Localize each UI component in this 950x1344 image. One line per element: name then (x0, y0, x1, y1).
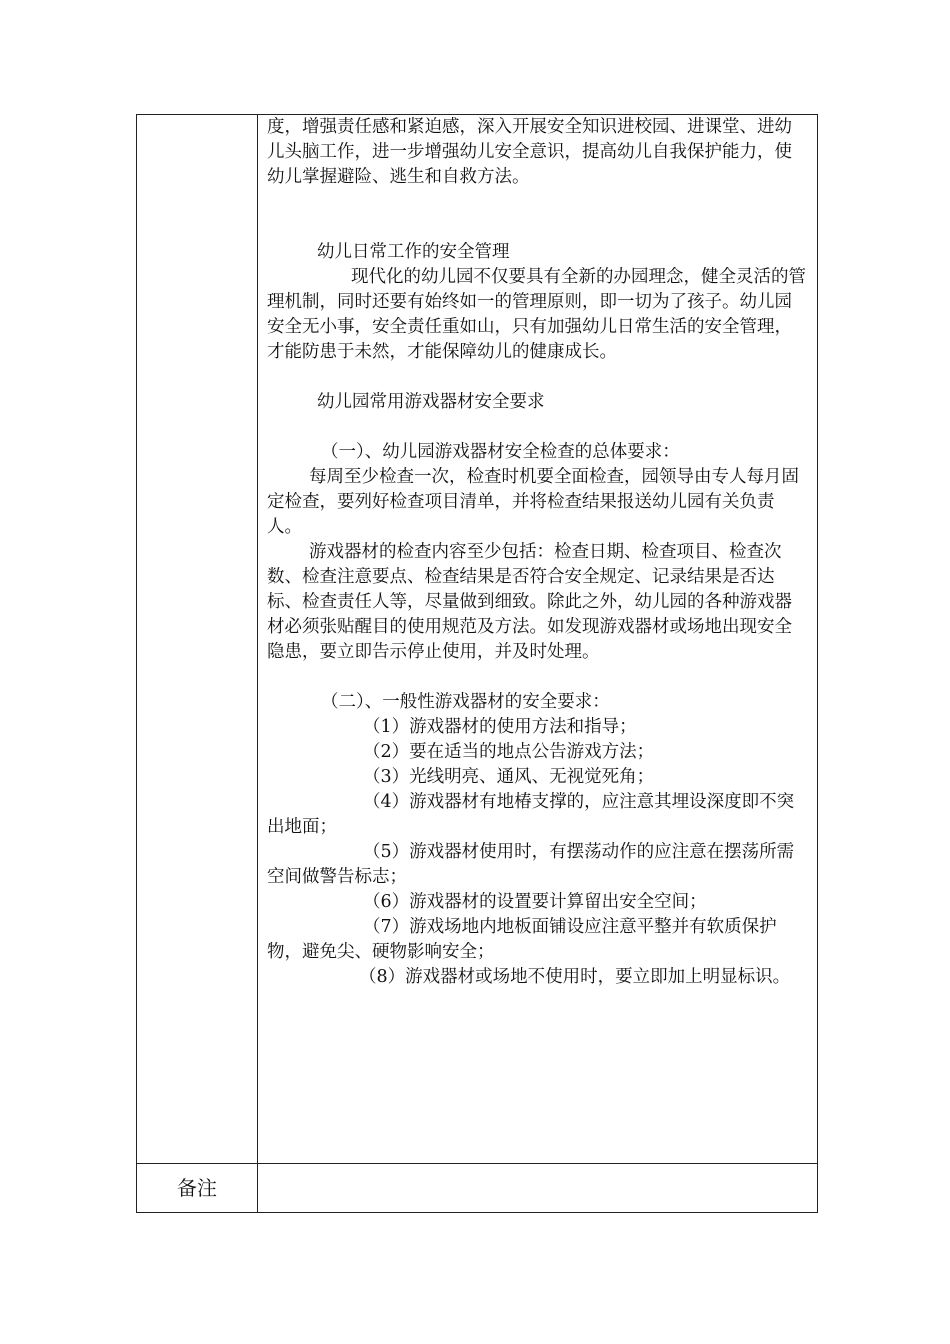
requirement-item: （7）游戏场地内地板面铺设应注意平整并有软质保护物，避免尖、硬物影响安全； (267, 917, 777, 962)
general-requirements-heading: （二）、一般性游戏器材的安全要求： (321, 692, 610, 712)
requirement-item: （1）游戏器材的使用方法和指导； (363, 717, 637, 737)
daily-safety-paragraph: 现代化的幼儿园不仅要具有全新的办园理念，健全灵活的管理机制，同时还要有始终如一的管理原则，即一切为了孩子。幼儿园安全无小事，安全责任重如山，只有加强幼儿日常生活的安全管理，才能防患于未然，才能保障幼儿的健康成长。 (267, 267, 806, 362)
requirement-item: （2）要在适当的地点公告游戏方法； (363, 742, 655, 762)
requirement-item: （4）游戏器材有地椿支撑的，应注意其埋设深度即不突出地面； (267, 792, 795, 837)
notes-value-cell (258, 1164, 818, 1213)
general-inspection-heading: （一）、幼儿园游戏器材安全检查的总体要求： (321, 442, 680, 462)
continuation-paragraph: 度，增强责任感和紧迫感，深入开展安全知识进校园、进课堂、进幼儿头脑工作，进一步增强幼儿安全意识，提高幼儿自我保护能力，使幼儿掌握避险、逃生和自救方法。 (267, 117, 792, 187)
notes-label: 备注 (137, 1164, 258, 1213)
requirement-item: （8）游戏器材或场地不使用时，要立即加上明显标识。 (359, 967, 791, 987)
requirement-item: （6）游戏器材的设置要计算留出安全空间； (363, 892, 707, 912)
equipment-safety-heading: 幼儿园常用游戏器材安全要求 (317, 392, 545, 412)
inspection-frequency-paragraph: 每周至少检查一次，检查时机要全面检查，园领导由专人每月固定检查，要列好检查项目清单，并将检查结果报送幼儿园有关负责人。 (267, 467, 799, 537)
content-cell (258, 115, 818, 1164)
requirement-item: （3）光线明亮、通风、无视觉死角； (363, 767, 655, 787)
content-row (137, 115, 818, 1164)
document-table (136, 114, 818, 1213)
inspection-content-paragraph: 游戏器材的检查内容至少包括：检查日期、检查项目、检查次数、检查注意要点、检查结果是否符合安全规定、记录结果是否达标、检查责任人等，尽量做到细致。除此之外，幼儿园的各种游戏器材必须张贴醒目的使用规范及方法。如发现游戏器材或场地出现安全隐患，要立即告示停止使用，并及时处理。 (267, 542, 792, 662)
daily-safety-heading: 幼儿日常工作的安全管理 (317, 242, 510, 262)
label-cell-empty (137, 115, 258, 1164)
notes-row (137, 1164, 818, 1213)
requirement-item: （5）游戏器材使用时，有摆荡动作的应注意在摆荡所需空间做警告标志； (267, 842, 795, 887)
